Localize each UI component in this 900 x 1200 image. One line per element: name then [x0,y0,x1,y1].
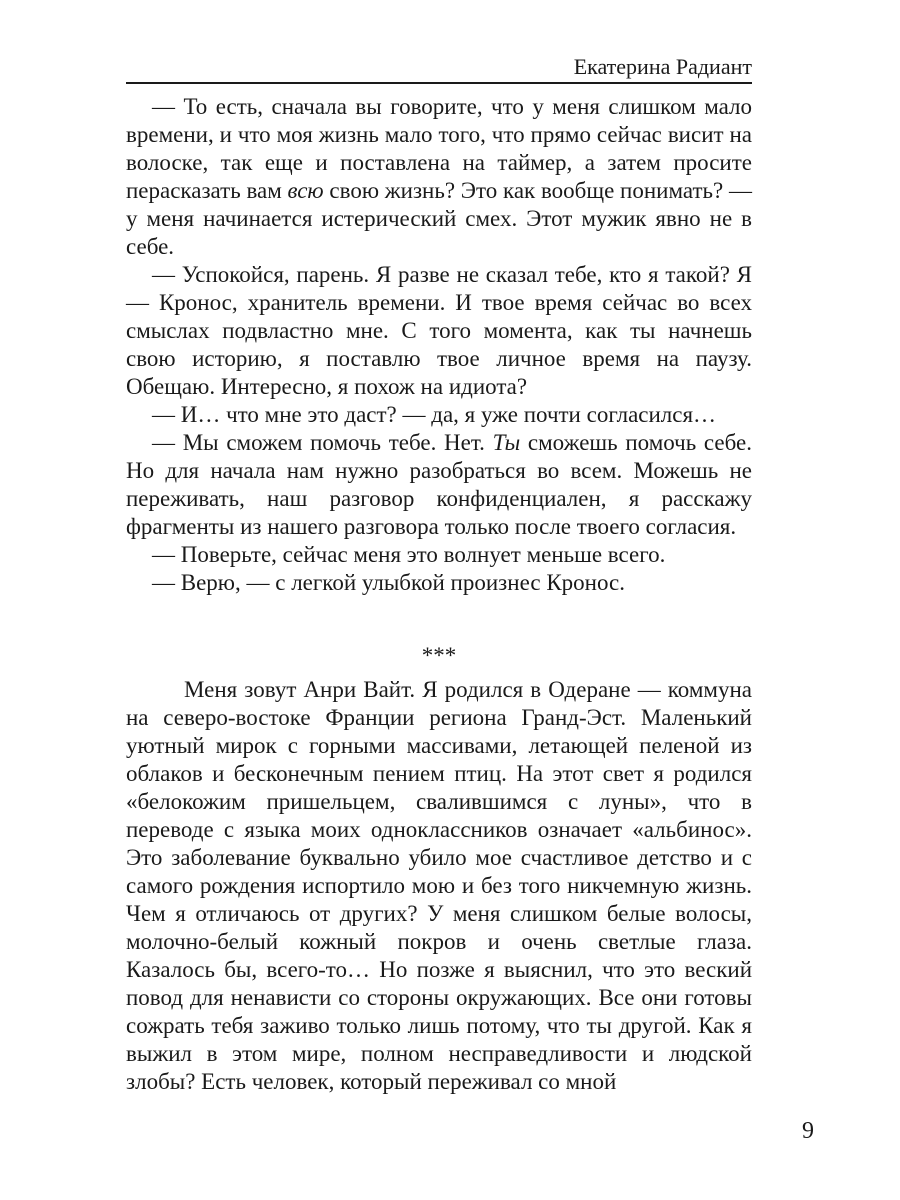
paragraph: — Верю, — с легкой улыбкой произнес Кронос. [152,570,625,595]
paragraph: — Мы сможем помочь тебе. Нет. Ты сможешь помочь себе. Но для начала нам нужно разобраться во всем. Можешь не переживать, наш разговор конфиденциален, я расскажу фрагменты из нашего разговора только после твоего согласия. [126,430,752,539]
page-number: 9 [802,1118,814,1144]
paragraph: — Успокойся, парень. Я разве не сказал тебе, кто я такой? Я — Кронос, хранитель времени. И твое время сейчас во всех смыслах подвластно мне. С того момента, как ты начнешь свою историю, я поставлю твое личное время на паузу. Обещаю. Интересно, я похож на идиота? [126,262,752,399]
section-separator: *** [421,643,457,668]
running-header-author: Екатерина Радиант [573,54,752,79]
narrative-section [126,676,752,1096]
paragraph: — И… что мне это даст? — да, я уже почти согласился… [152,402,717,427]
paragraph: — Поверьте, сейчас меня это волнует меньше всего. [152,542,666,567]
paragraph: — То есть, сначала вы говорите, что у меня слишком мало времени, и что моя жизнь мало того, что прямо сейчас висит на волоске, так еще и поставлена на таймер, а затем просите перасказать вам всю свою жизнь? Это как вообще понимать? — у меня начинается истерический смех. Этот мужик явно не в себе. [126,94,752,259]
header-rule [126,82,752,84]
dialogue-section [126,93,752,597]
paragraph: Меня зовут Анри Вайт. Я родился в Одеране — коммуна на северо-востоке Франции региона Гранд-Эст. Маленький уютный мирок с горными массивами, летающей пеленой из облаков и бесконечным пением птиц. На этот свет я родился «белокожим пришельцем, свалившимся с луны», что в переводе с языка моих одноклассников означает «альбинос». Это заболевание буквально убило мое счастливое детство и с самого рождения испортило мою и без того никчемную жизнь. Чем я отличаюсь от других? У меня слишком белые волосы, молочно-белый кожный покров и очень светлые глаза. Казалось бы, всего-то… Но позже я выяснил, что это веский повод для ненависти со стороны окружающих. Все они готовы сожрать тебя заживо только лишь потому, что ты другой. Как я выжил в этом мире, полном несправедливости и людской злобы? Есть человек, который переживал со мной [126,677,752,1094]
